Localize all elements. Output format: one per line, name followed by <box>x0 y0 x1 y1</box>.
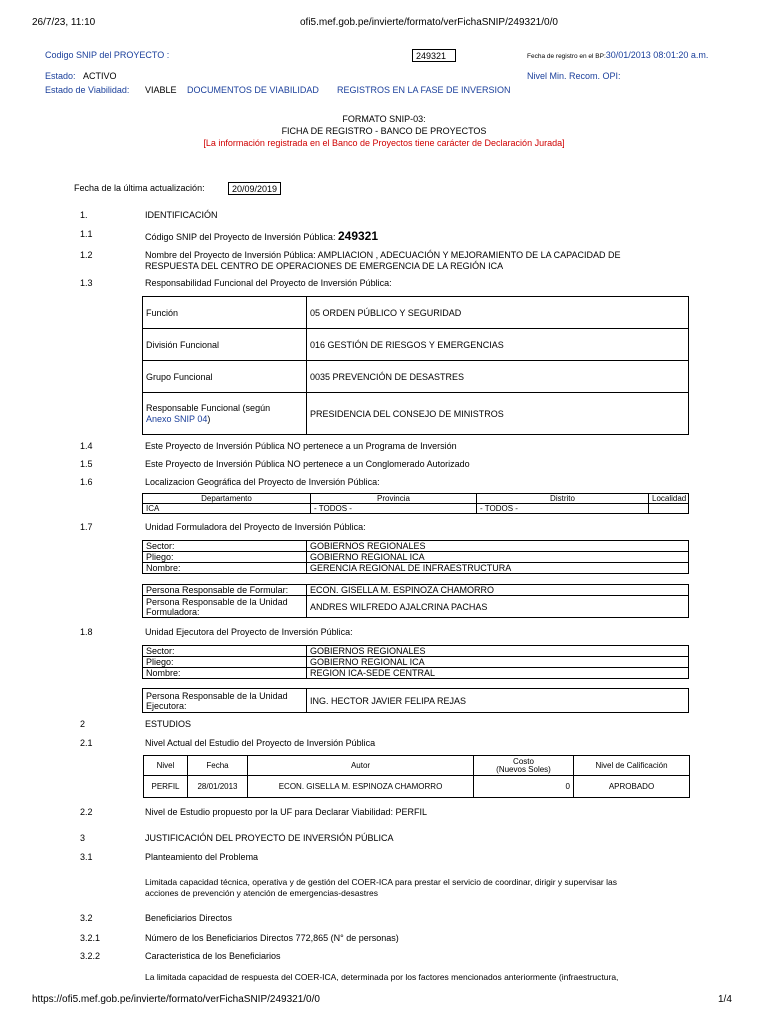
col-header: Nivel <box>144 756 188 776</box>
table-row <box>143 646 689 657</box>
row-value: GOBIERNOS REGIONALES <box>307 541 689 552</box>
row-label: Función <box>143 297 307 329</box>
row-label: Sector: <box>143 541 307 552</box>
section-number: 1. <box>80 210 88 220</box>
label-line1: Persona Responsable de la Unidad <box>146 690 288 701</box>
table-header-row <box>144 756 690 776</box>
nivel-propuesto-note: Nivel de Estudio propuesto por la UF para Declarar Viabilidad: PERFIL <box>145 807 427 817</box>
problema-paragraph-line1: Limitada capacidad técnica, operativa y de gestión del COER-ICA para prestar el servicio de coordinar, dirigir y supervisar las <box>145 877 617 887</box>
cell-provincia: - TODOS - <box>311 504 477 514</box>
codigo-snip-big: 249321 <box>337 229 379 243</box>
label-line2: Ejecutora: <box>146 700 187 711</box>
section-number: 2 <box>80 719 86 729</box>
fecha-registro-value: 30/01/2013 08:01:20 a.m. <box>605 50 709 60</box>
col-header: Fecha <box>188 756 248 776</box>
row-value: PRESIDENCIA DEL CONSEJO DE MINISTROS <box>307 393 689 435</box>
section-number: 1.8 <box>80 627 93 637</box>
row-label: Persona Responsable de Formular: <box>143 585 307 596</box>
print-datetime: 26/7/23, 11:10 <box>32 17 96 28</box>
cell-costo: 0 <box>474 776 574 798</box>
section-title: Planteamiento del Problema <box>145 852 259 862</box>
section-title: Nivel Actual del Estudio del Proyecto de Inversión Pública <box>145 738 376 748</box>
estudio-table <box>143 755 690 798</box>
table-header-row <box>143 494 689 504</box>
section-title: Unidad Ejecutora del Proyecto de Inversión Pública: <box>145 627 353 637</box>
table-row <box>143 585 689 596</box>
section-title: Localizacion Geográfica del Proyecto de Inversión Pública: <box>145 477 380 487</box>
row-value: ANDRES WILFREDO AJALCRINA PACHAS <box>307 596 689 618</box>
table-row <box>143 563 689 574</box>
col-header: Nivel de Calificación <box>574 756 690 776</box>
section-number: 2.2 <box>80 807 93 817</box>
label-line2: Formuladora: <box>146 606 200 617</box>
estado-value: ACTIVO <box>83 71 117 81</box>
row-label <box>143 393 307 435</box>
row-value: GOBIERNO REGIONAL ICA <box>307 552 689 563</box>
section-number: 1.2 <box>80 250 93 260</box>
section-number: 3.2.1 <box>80 933 101 943</box>
table-row <box>143 668 689 679</box>
section-number: 3.2 <box>80 913 93 923</box>
responsable-ejecutora-table <box>142 688 689 713</box>
viabilidad-label: Estado de Viabilidad: <box>45 85 130 95</box>
row-label: Nombre: <box>143 668 307 679</box>
section-number: 2.1 <box>80 738 93 748</box>
row-value: 05 ORDEN PÚBLICO Y SEGURIDAD <box>307 297 689 329</box>
section-title: IDENTIFICACIÓN <box>145 210 218 220</box>
section-number: 3.2.2 <box>80 951 101 961</box>
cell-nivel: PERFIL <box>144 776 188 798</box>
row-label: Grupo Funcional <box>143 361 307 393</box>
estado-label: Estado: <box>45 71 76 81</box>
table-row <box>143 689 689 713</box>
print-page-title: ofi5.mef.gob.pe/invierte/formato/verFichaSNIP/249321/0/0 <box>300 17 558 28</box>
table-row <box>143 361 689 393</box>
col-header: Localidad <box>649 494 689 504</box>
section-number: 1.5 <box>80 459 93 469</box>
section-title: Código SNIP del Proyecto de Inversión Pública: <box>145 232 336 242</box>
col-header: Provincia <box>311 494 477 504</box>
section-title: Unidad Formuladora del Proyecto de Inversión Pública: <box>145 522 366 532</box>
row-value: REGION ICA-SEDE CENTRAL <box>307 668 689 679</box>
table-row <box>143 596 689 618</box>
registros-fase-inversion-link[interactable]: REGISTROS EN LA FASE DE INVERSION <box>337 85 511 95</box>
table-row <box>143 657 689 668</box>
col-header: Distrito <box>477 494 649 504</box>
responsables-formuladora-table <box>142 584 689 618</box>
costo-header: Costo <box>513 756 534 766</box>
row-label <box>143 596 307 618</box>
col-header: Autor <box>248 756 474 776</box>
table-row <box>143 393 689 435</box>
row-label: Pliego: <box>143 657 307 668</box>
section-number: 1.7 <box>80 522 93 532</box>
fecha-registro-label: Fecha de registro en el BP: <box>527 53 606 60</box>
conglomerado-note: Este Proyecto de Inversión Pública NO pertenece a un Conglomerado Autorizado <box>145 459 470 469</box>
formato-title: FORMATO SNIP-03: <box>342 114 426 124</box>
fecha-registro <box>527 50 708 60</box>
label-line1: Persona Responsable de la Unidad <box>146 596 288 607</box>
paren-close: ) <box>207 413 211 424</box>
cell-fecha: 28/01/2013 <box>188 776 248 798</box>
cell-departamento: ICA <box>143 504 311 514</box>
responsabilidad-funcional-table <box>142 296 689 435</box>
section-number: 1.1 <box>80 229 93 239</box>
table-row <box>143 504 689 514</box>
viabilidad-value: VIABLE <box>145 85 177 95</box>
documentos-viabilidad-link[interactable]: DOCUMENTOS DE VIABILIDAD <box>187 85 319 95</box>
table-row <box>144 776 690 798</box>
localizacion-table <box>142 493 689 514</box>
section-number: 3 <box>80 833 86 843</box>
cell-localidad <box>649 504 689 514</box>
section-title: Beneficiarios Directos <box>145 913 233 923</box>
section-title: Caracteristica de los Beneficiarios <box>145 951 281 961</box>
beneficiarios-paragraph-line1: La limitada capacidad de respuesta del COER-ICA, determinada por los factores mencionados anteriormente (infraestructura, <box>145 972 619 982</box>
anexo-snip-04-link[interactable]: Anexo SNIP 04 <box>146 413 208 424</box>
declaracion-jurada-note: [La información registrada en el Banco de Proyectos tiene carácter de Declaración Jurada] <box>203 138 565 148</box>
row-value: GERENCIA REGIONAL DE INFRAESTRUCTURA <box>307 563 689 574</box>
row-value: ING. HECTOR JAVIER FELIPA REJAS <box>307 689 689 713</box>
table-row <box>143 541 689 552</box>
section-title: ESTUDIOS <box>145 719 192 729</box>
section-number: 1.4 <box>80 441 93 451</box>
row-value: 0035 PREVENCIÓN DE DESASTRES <box>307 361 689 393</box>
problema-paragraph-line2: acciones de prevención y atención de emergencias-desastres <box>145 888 378 898</box>
costo-unit: (Nuevos Soles) <box>496 764 551 774</box>
row-label <box>143 689 307 713</box>
row-value: GOBIERNOS REGIONALES <box>307 646 689 657</box>
ficha-title: FICHA DE REGISTRO - BANCO DE PROYECTOS <box>281 126 487 136</box>
table-row <box>143 552 689 563</box>
unidad-ejecutora-table <box>142 645 689 679</box>
row-label: Sector: <box>143 646 307 657</box>
cell-distrito: - TODOS - <box>477 504 649 514</box>
row-value: GOBIERNO REGIONAL ICA <box>307 657 689 668</box>
row-label: Nombre: <box>143 563 307 574</box>
codigo-snip-value: 249321 <box>412 49 456 62</box>
section-title: JUSTIFICACIÓN DEL PROYECTO DE INVERSIÓN PÚBLICA <box>145 833 394 843</box>
ultima-actualizacion-value: 20/09/2019 <box>228 182 281 195</box>
programa-inversion-note: Este Proyecto de Inversión Pública NO pertenece a un Programa de Inversión <box>145 441 457 451</box>
unidad-formuladora-table <box>142 540 689 574</box>
cell-autor: ECON. GISELLA M. ESPINOZA CHAMORRO <box>248 776 474 798</box>
codigo-snip-label: Codigo SNIP del PROYECTO : <box>45 50 170 60</box>
table-row <box>143 297 689 329</box>
ultima-actualizacion-label: Fecha de la última actualización: <box>74 183 205 193</box>
section-number: 3.1 <box>80 852 93 862</box>
row-label: División Funcional <box>143 329 307 361</box>
col-header: Departamento <box>143 494 311 504</box>
row-value: ECON. GISELLA M. ESPINOZA CHAMORRO <box>307 585 689 596</box>
nombre-proyecto-line2: RESPUESTA DEL CENTRO DE OPERACIONES DE EMERGENCIA DE LA REGIÓN ICA <box>145 261 504 271</box>
print-page-number: 1/4 <box>718 994 732 1005</box>
row-value: 016 GESTIÓN DE RIESGOS Y EMERGENCIAS <box>307 329 689 361</box>
col-header <box>474 756 574 776</box>
section-title: Responsabilidad Funcional del Proyecto de Inversión Pública: <box>145 278 392 288</box>
codigo-snip-row <box>145 229 378 243</box>
section-number: 1.6 <box>80 477 93 487</box>
section-number: 1.3 <box>80 278 93 288</box>
print-footer-url: https://ofi5.mef.gob.pe/invierte/formato/verFichaSNIP/249321/0/0 <box>32 994 320 1005</box>
cell-calificacion: APROBADO <box>574 776 690 798</box>
responsable-funcional-label: Responsable Funcional (según <box>146 402 271 413</box>
nivel-min-label: Nivel Min. Recom. OPI: <box>527 71 621 81</box>
table-row <box>143 329 689 361</box>
row-label: Pliego: <box>143 552 307 563</box>
beneficiarios-numero: Número de los Beneficiarios Directos 772,865 (N° de personas) <box>145 933 399 943</box>
nombre-proyecto-line1: Nombre del Proyecto de Inversión Pública: AMPLIACION , ADECUACIÓN Y MEJORAMIENTO DE LA CAPACIDAD DE <box>145 250 621 260</box>
